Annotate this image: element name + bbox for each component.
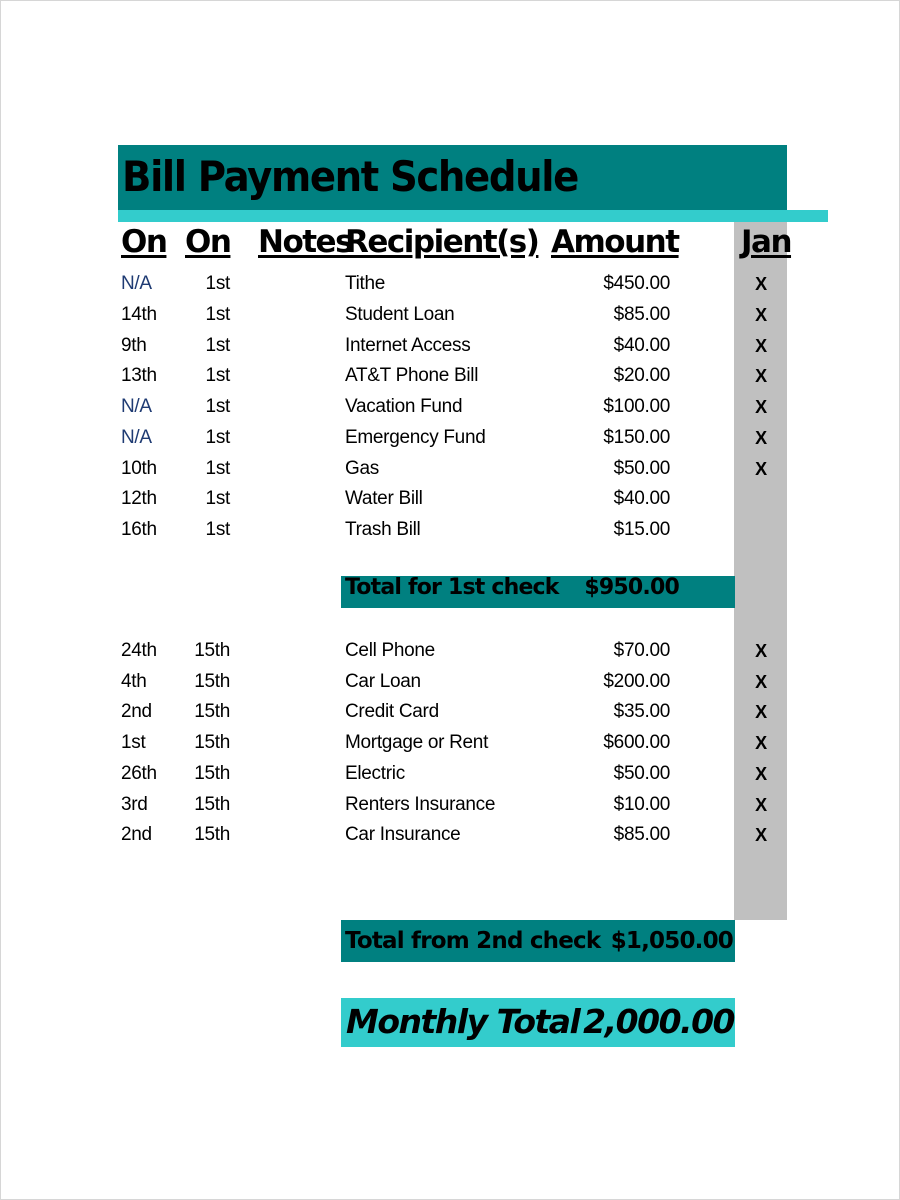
amount-cell: $35.00 (613, 701, 670, 723)
recipient-cell: Cell Phone (345, 640, 435, 661)
paid-mark-cell: X (755, 274, 767, 294)
header-month-jan: Jan (741, 224, 792, 260)
first-check-total-value: $950.00 (584, 575, 679, 600)
paid-mark-cell: X (755, 458, 767, 479)
due-date-cell: N/A (121, 396, 152, 417)
due-date-cell: 3rd (121, 793, 148, 815)
recipient-cell: Mortgage or Rent (345, 732, 489, 754)
due-date-cell: N/A (121, 273, 152, 294)
due-date-cell: 14th (121, 303, 157, 325)
table-row (0, 668, 900, 698)
table-row (0, 393, 900, 423)
check-cell: 1st (205, 303, 230, 325)
paid-mark-cell: X (755, 825, 767, 846)
recipient-cell: Emergency Fund (345, 426, 486, 448)
check-cell: 1st (205, 273, 230, 294)
table-row (0, 637, 900, 667)
table-row (0, 485, 900, 515)
amount-cell: $600.00 (603, 732, 670, 754)
table-row (0, 729, 900, 759)
amount-cell: $70.00 (613, 640, 670, 661)
monthly-total-band (341, 998, 735, 1047)
first-check-total-band (341, 576, 735, 608)
amount-cell: $50.00 (613, 457, 670, 479)
amount-cell: $20.00 (613, 365, 670, 387)
paid-mark-cell: X (755, 763, 767, 784)
due-date-cell: 9th (121, 334, 147, 356)
paid-mark-cell: X (755, 671, 767, 692)
recipient-cell: Vacation Fund (345, 396, 463, 417)
amount-cell: $40.00 (613, 334, 670, 356)
amount-cell: $40.00 (613, 488, 670, 510)
amount-cell: $50.00 (613, 762, 670, 784)
monthly-total-value: 2,000.00 (583, 1002, 734, 1041)
table-row (0, 698, 900, 728)
second-check-total-value: $1,050.00 (610, 928, 733, 954)
amount-cell: $150.00 (603, 426, 670, 448)
monthly-total-label: Monthly Total (346, 1002, 580, 1041)
due-date-cell: 12th (121, 488, 157, 510)
header-amount: Amount (551, 224, 679, 260)
paid-mark-cell: X (755, 304, 767, 325)
table-row (0, 362, 900, 392)
table-row (0, 821, 900, 851)
check-cell: 1st (205, 519, 230, 540)
paid-mark-cell: X (755, 427, 767, 448)
due-date-cell: 26th (121, 762, 157, 784)
paid-mark-cell: X (755, 702, 767, 723)
due-date-cell: 24th (121, 640, 157, 661)
table-row (0, 760, 900, 790)
check-cell: 1st (205, 457, 230, 479)
recipient-cell: Internet Access (345, 334, 471, 356)
check-cell: 15th (194, 640, 230, 661)
check-cell: 1st (205, 365, 230, 387)
recipient-cell: Gas (345, 457, 379, 479)
due-date-cell: 2nd (121, 824, 152, 846)
due-date-cell: 13th (121, 365, 157, 387)
title-bar (118, 145, 787, 210)
due-date-cell: N/A (121, 426, 152, 448)
title-accent-bar (118, 210, 828, 222)
check-cell: 15th (194, 824, 230, 846)
recipient-cell: Car Loan (345, 670, 421, 692)
second-check-total-label: Total from 2nd check (345, 928, 601, 954)
header-due-on: On (121, 224, 167, 260)
check-cell: 1st (205, 426, 230, 448)
check-cell: 15th (194, 670, 230, 692)
check-cell: 15th (194, 793, 230, 815)
check-cell: 1st (205, 396, 230, 417)
amount-cell: $15.00 (613, 519, 670, 540)
recipient-cell: Renters Insurance (345, 793, 496, 815)
header-check-on: On (185, 224, 231, 260)
paid-mark-cell: X (755, 641, 767, 661)
recipient-cell: Credit Card (345, 701, 439, 723)
table-row (0, 791, 900, 821)
recipient-cell: Student Loan (345, 303, 455, 325)
table-row (0, 270, 900, 300)
due-date-cell: 2nd (121, 701, 152, 723)
recipient-cell: Trash Bill (345, 519, 421, 540)
paid-mark-cell: X (755, 733, 767, 754)
paid-mark-cell: X (755, 335, 767, 356)
header-notes: Notes (258, 224, 353, 260)
check-cell: 15th (194, 732, 230, 754)
amount-cell: $100.00 (603, 396, 670, 417)
check-cell: 15th (194, 762, 230, 784)
second-check-total-band (341, 920, 735, 962)
paid-mark-cell: X (755, 397, 767, 417)
table-row (0, 332, 900, 362)
table-row (0, 516, 900, 546)
recipient-cell: AT&T Phone Bill (345, 365, 479, 387)
due-date-cell: 10th (121, 457, 157, 479)
amount-cell: $10.00 (613, 793, 670, 815)
amount-cell: $450.00 (603, 273, 670, 294)
paid-mark-cell: X (755, 366, 767, 387)
check-cell: 1st (205, 488, 230, 510)
recipient-cell: Tithe (345, 273, 386, 294)
table-row (0, 301, 900, 331)
check-cell: 1st (205, 334, 230, 356)
table-row (0, 424, 900, 454)
table-row (0, 455, 900, 485)
paid-mark-cell: X (755, 794, 767, 815)
due-date-cell: 16th (121, 519, 157, 540)
recipient-cell: Water Bill (345, 488, 423, 510)
due-date-cell: 1st (121, 732, 146, 754)
amount-cell: $85.00 (613, 824, 670, 846)
due-date-cell: 4th (121, 670, 147, 692)
amount-cell: $200.00 (603, 670, 670, 692)
amount-cell: $85.00 (613, 303, 670, 325)
recipient-cell: Car Insurance (345, 824, 461, 846)
page-title: Bill Payment Schedule (122, 152, 578, 201)
header-recipient: Recipient(s) (345, 224, 539, 260)
recipient-cell: Electric (345, 762, 405, 784)
first-check-total-label: Total for 1st check (345, 575, 559, 600)
check-cell: 15th (194, 701, 230, 723)
